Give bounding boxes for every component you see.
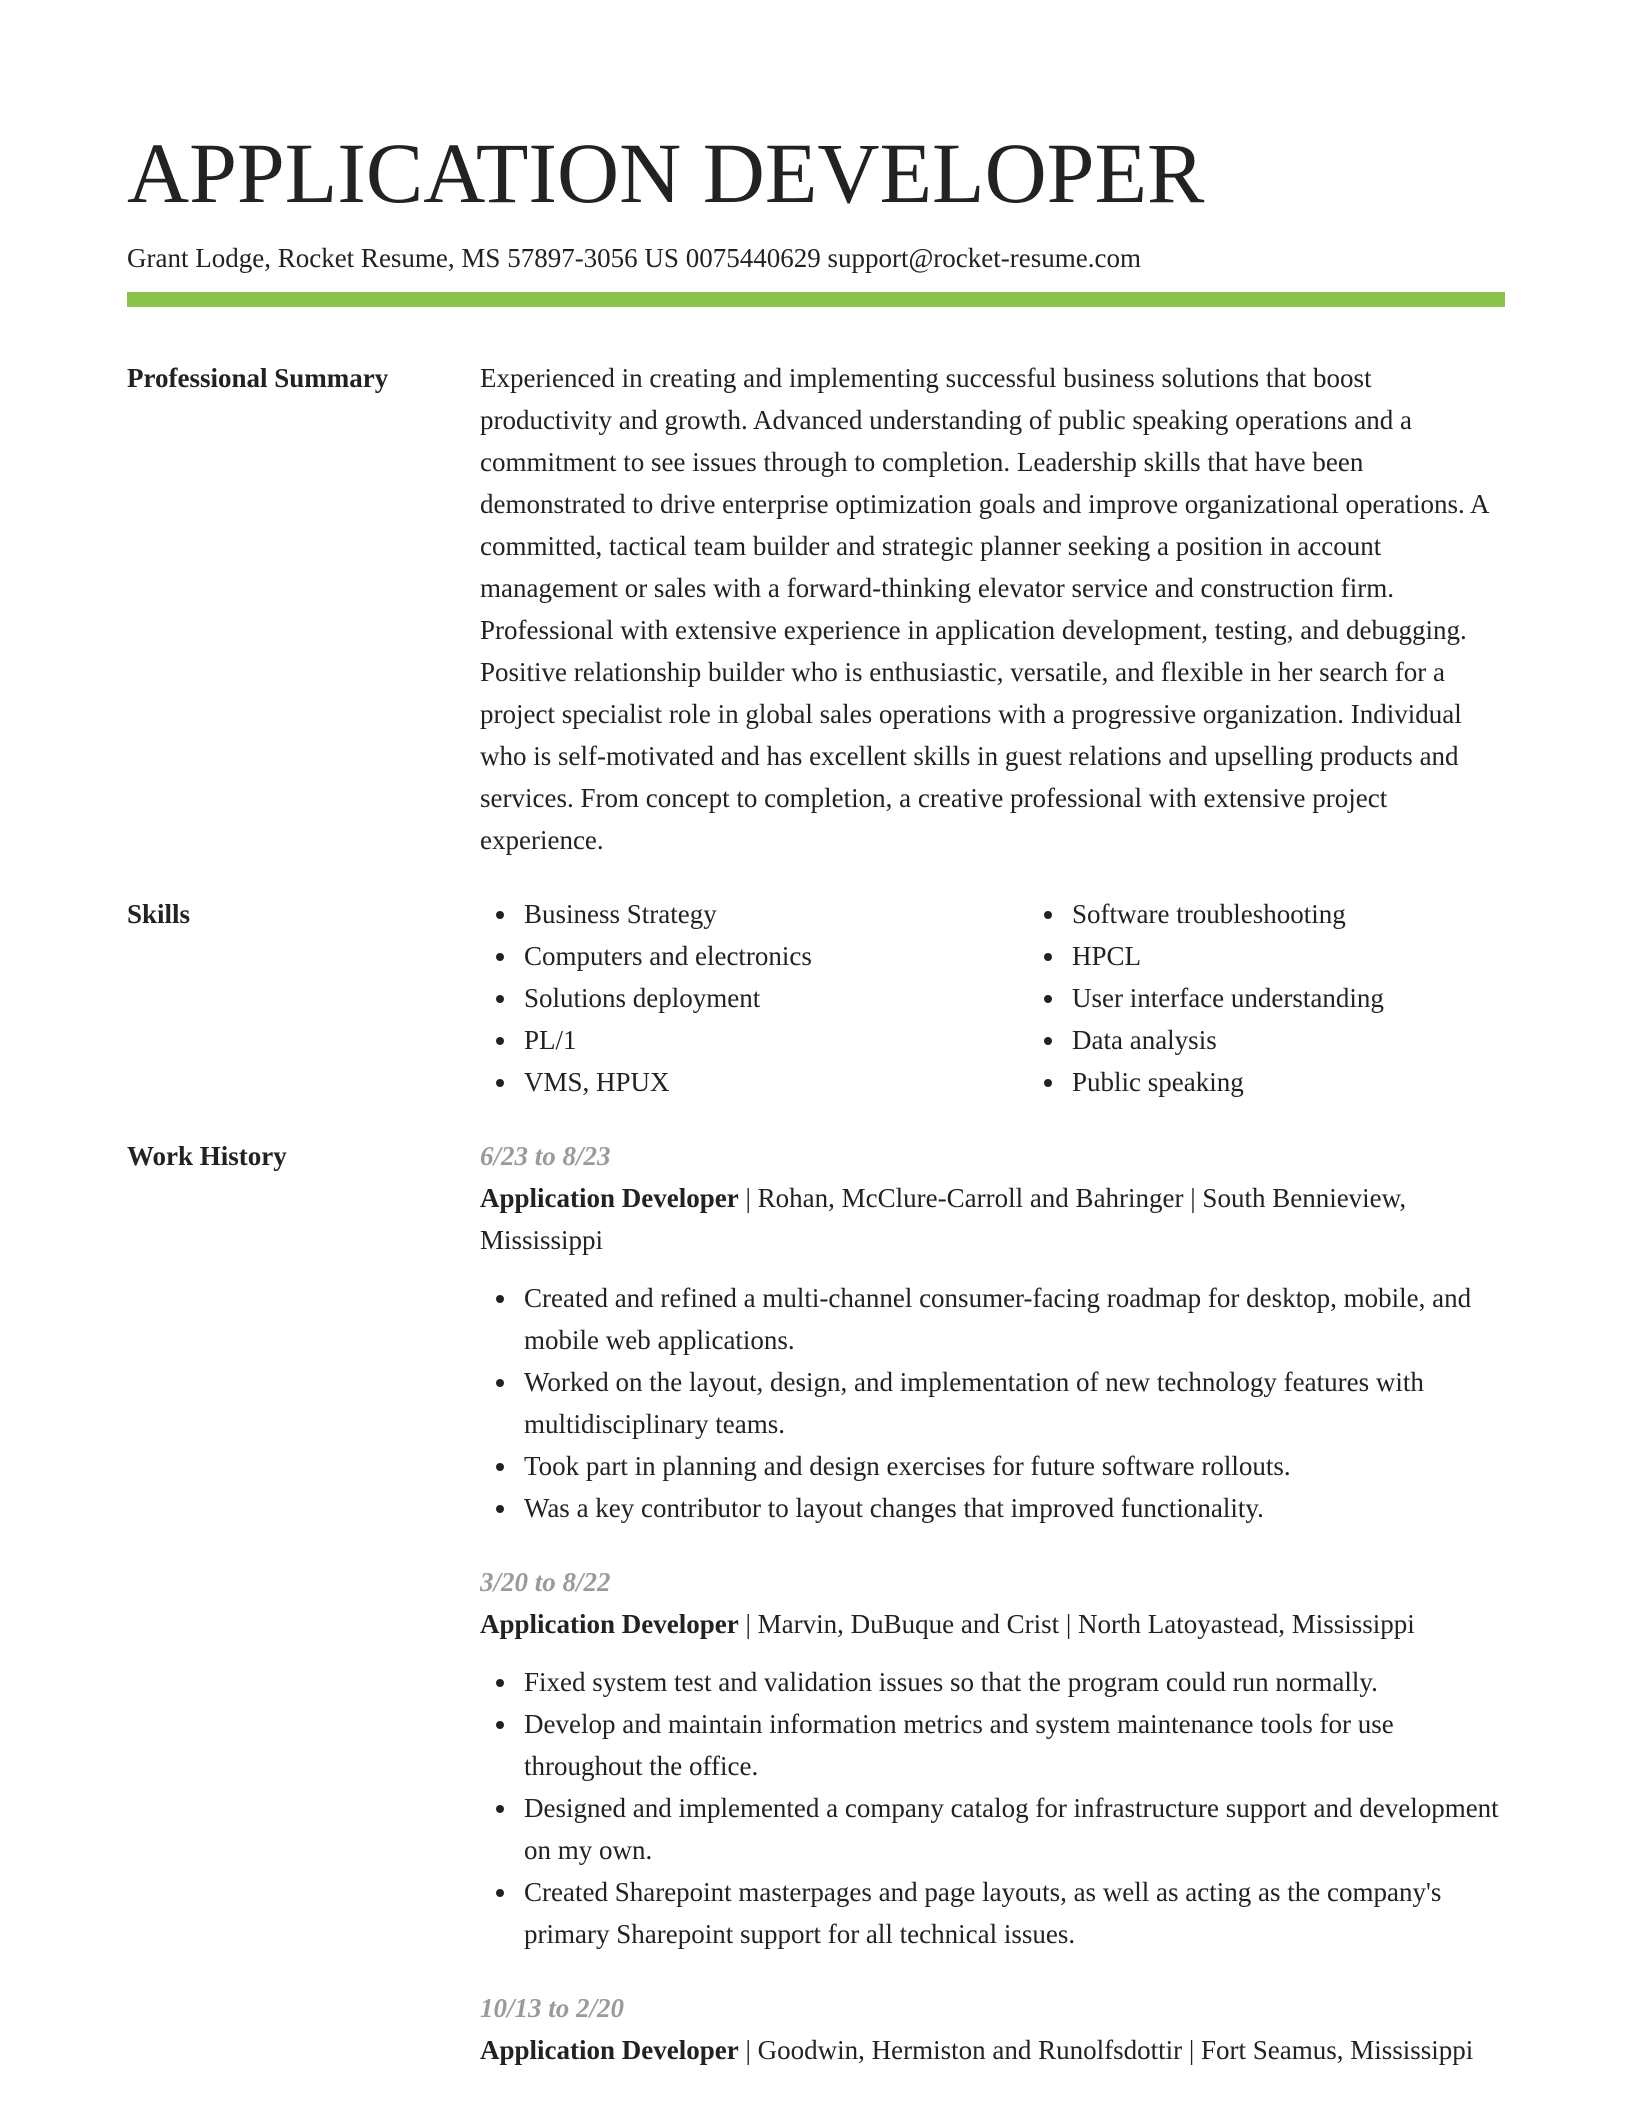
summary-text: Experienced in creating and implementing successful business solutions that boost productivity and growth. Advanced understanding of public speaking operations and a commitment to see issues through to completion. Leadership skills that have been demonstrated to drive enterprise optimization goals and improve organizational operations. A committed, tactical team builder and strategic planner seeking a position in account management or sales with a forward-thinking elevator service and construction firm. Professional with extensive experience in application development, testing, and debugging. Positive relationship builder who is enthusiastic, versatile, and flexible in her search for a project specialist role in global sales operations with a progressive organization. Individual who is self-motivated and has excellent skills in guest relations and upselling products and services. From concept to completion, a creative professional with extensive project experience. bbox=[480, 363, 1488, 856]
job-entry bbox=[480, 1987, 1505, 2071]
skills-column-left bbox=[480, 893, 1028, 1103]
job-dates: 10/13 to 2/20 bbox=[480, 1993, 625, 2024]
job-details: | Goodwin, Hermiston and Runolfsdottir | Fort Seamus, Mississippi bbox=[738, 2035, 1474, 2066]
job-dates: 3/20 to 8/22 bbox=[480, 1567, 611, 1598]
skill-item: HPCL bbox=[1072, 935, 1576, 977]
job-heading bbox=[480, 2029, 1505, 2071]
skill-item: Computers and electronics bbox=[524, 935, 1028, 977]
job-heading bbox=[480, 1177, 1505, 1261]
job-title: Application Developer bbox=[480, 1183, 739, 1214]
job-title: Application Developer bbox=[480, 1609, 739, 1640]
job-bullets bbox=[480, 1661, 1505, 1955]
skill-item: User interface understanding bbox=[1072, 977, 1576, 1019]
job-bullet: Develop and maintain information metrics and system maintenance tools for use throughout the office. bbox=[524, 1703, 1505, 1787]
job-entry bbox=[480, 1561, 1505, 1955]
skills-label: Skills bbox=[127, 899, 191, 930]
skill-item: Data analysis bbox=[1072, 1019, 1576, 1061]
accent-divider bbox=[127, 292, 1505, 307]
skills-section bbox=[127, 893, 1505, 1103]
skills-column-right bbox=[1028, 893, 1576, 1103]
skill-item: Business Strategy bbox=[524, 893, 1028, 935]
job-bullet: Took part in planning and design exercises for future software rollouts. bbox=[524, 1445, 1505, 1487]
job-bullet: Created and refined a multi-channel consumer-facing roadmap for desktop, mobile, and mobile web applications. bbox=[524, 1277, 1505, 1361]
job-bullet: Worked on the layout, design, and implementation of new technology features with multidisciplinary teams. bbox=[524, 1361, 1505, 1445]
job-title: Application Developer bbox=[480, 2035, 739, 2066]
skill-item: Public speaking bbox=[1072, 1061, 1576, 1103]
skill-item: Software troubleshooting bbox=[1072, 893, 1576, 935]
job-bullets bbox=[480, 1277, 1505, 1529]
job-bullet: Fixed system test and validation issues so that the program could run normally. bbox=[524, 1661, 1505, 1703]
resume-title: APPLICATION DEVELOPER bbox=[127, 125, 1205, 221]
skill-item: Solutions deployment bbox=[524, 977, 1028, 1019]
job-details: | Marvin, DuBuque and Crist | North Latoyastead, Mississippi bbox=[738, 1609, 1415, 1640]
skill-item: VMS, HPUX bbox=[524, 1061, 1028, 1103]
work-history-label: Work History bbox=[127, 1141, 287, 1172]
job-dates: 6/23 to 8/23 bbox=[480, 1141, 611, 1172]
summary-section bbox=[127, 357, 1505, 861]
job-heading bbox=[480, 1603, 1505, 1645]
contact-line: Grant Lodge, Rocket Resume, MS 57897-3056 US 0075440629 support@rocket-resume.com bbox=[127, 243, 1141, 273]
skills-grid bbox=[480, 893, 1576, 1103]
job-bullet: Designed and implemented a company catalog for infrastructure support and development on my own. bbox=[524, 1787, 1505, 1871]
job-details: | Rohan, McClure-Carroll and Bahringer | South Bennieview, Mississippi bbox=[480, 1183, 1407, 1256]
skill-item: PL/1 bbox=[524, 1019, 1028, 1061]
summary-label: Professional Summary bbox=[127, 363, 389, 394]
job-bullet: Created Sharepoint masterpages and page layouts, as well as acting as the company's primary Sharepoint support for all technical issues. bbox=[524, 1871, 1505, 1955]
job-entry bbox=[480, 1135, 1505, 1529]
work-history-section bbox=[127, 1135, 1505, 2071]
job-bullet: Was a key contributor to layout changes that improved functionality. bbox=[524, 1487, 1505, 1529]
